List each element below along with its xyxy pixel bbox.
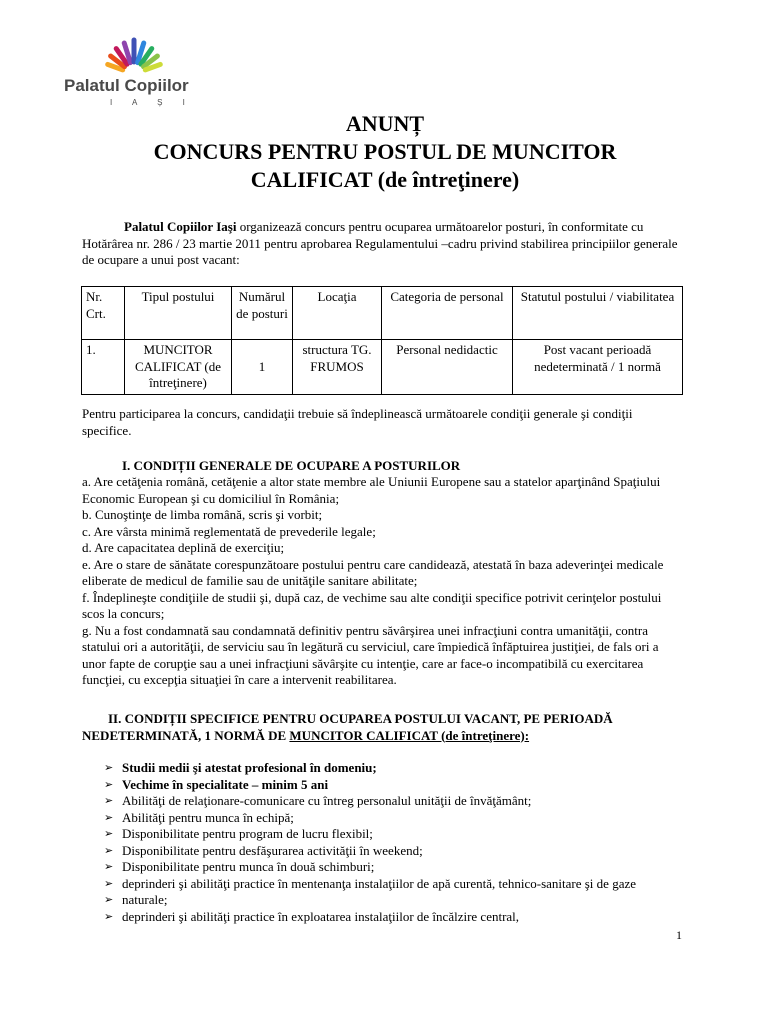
list-item: a. Are cetăţenia română, cetăţenie a altor state membre ale Uniunii Europene sau a statelor aparţinând Spaţiului Economic European şi cu domiciliul în România; (82, 474, 661, 506)
section-2-heading-post: MUNCITOR CALIFICAT (de întreţinere): (289, 727, 530, 743)
table-row (82, 340, 683, 395)
cell-numar: 1 (232, 340, 293, 395)
list-item: ➢ naturale; (104, 892, 168, 907)
cell-categoria: Personal nedidactic (382, 340, 513, 395)
title-line-2: CONCURS PENTRU POSTUL DE MUNCITOR (153, 139, 617, 164)
list-item: d. Are capacitatea deplină de exerciţiu; (82, 540, 285, 555)
list-item: ➢ Disponibilitate pentru munca în două schimburi; (104, 859, 375, 874)
participation-paragraph: Pentru participarea la concurs, candidaţii trebuie să îndeplinească următoarele condiţii generale şi condiţii specifice. (82, 406, 633, 438)
cell-tip: MUNCITOR CALIFICAT (de întreţinere) (125, 340, 232, 395)
specific-conditions-list (104, 760, 694, 925)
list-item: c. Are vârsta minimă reglementată de prevederile legale; (82, 523, 376, 539)
arrow-bullet-icon: ➢ (104, 761, 114, 774)
list-item: f. Îndeplineşte condiţiile de studii şi, după caz, de vechime sau alte condiţii specifice potrivit cerinţelor postului scos la concurs; (82, 589, 662, 621)
list-item: e. Are o stare de sănătate corespunzătoare postului pentru care candidează, atestată în baza adeverinţei medicale eliberate de medicul de familie sau de unităţile sanitare abilitate; (82, 556, 664, 588)
section-2-heading-text: II. CONDIȚII SPECIFICE PENTRU OCUPAREA POSTULUI VACANT, PE PERIOADĂ NEDETERMINATĂ, 1 NORMĂ DE (82, 711, 613, 743)
arrow-bullet-icon: ➢ (104, 909, 114, 923)
arrow-bullet-icon: ➢ (104, 827, 114, 840)
arrow-bullet-icon: ➢ (104, 893, 114, 906)
header-tip: Tipul postului (125, 287, 232, 340)
section-2-heading (82, 711, 682, 744)
palatul-copiilor-logo (64, 34, 204, 106)
list-item: ➢ Disponibilitate pentru desfăşurarea activităţii în weekend; (104, 842, 423, 858)
arrow-bullet-icon: ➢ (104, 876, 114, 890)
intro-paragraph (82, 219, 682, 269)
list-item: ➢ deprinderi şi abilităţi practice în mentenanţa instalaţiilor de apă curentă, tehnico-sanitare şi de gaze (104, 875, 637, 891)
section-1-heading: I. CONDIȚII GENERALE DE OCUPARE A POSTURILOR (122, 458, 461, 473)
list-item: b. Cunoştinţe de limba română, scris şi vorbit; (82, 507, 323, 522)
list-item: ➢ deprinderi şi abilităţi practice în exploatarea instalaţiilor de încălzire central, (104, 908, 520, 924)
logo-name: Palatul Copiilor (64, 76, 189, 95)
list-item: ➢ Abilităţi pentru munca în echipă; (104, 809, 294, 825)
cell-nr: 1. (82, 340, 125, 395)
list-item: g. Nu a fost condamnată sau condamnată definitiv pentru săvârşirea unei infracţiuni contra umanităţii, contra statului ori a autorităţii, de serviciu sau în legătură cu serviciul, care împiedică înfăptuirea justiţiei, de fals ori a unor fapte de corupţie sau a unei infracţiuni săvârşite cu intenţie, care ar face-o incompatibilă cu exercitarea funcţiei, cu excepţia situaţiei în care a intervenit reabilitarea. (82, 622, 659, 687)
table-header-row (82, 287, 683, 340)
list-item: ➢ Abilităţi de relaţionare-comunicare cu întreg personalul unităţii de învăţământ; (104, 793, 532, 808)
posts-table (81, 286, 683, 395)
list-item: ➢ Vechime în specialitate – minim 5 ani (104, 776, 329, 792)
arrow-bullet-icon: ➢ (104, 810, 114, 824)
list-item: ➢ Disponibilitate pentru program de lucru flexibil; (104, 826, 373, 841)
arrow-bullet-icon: ➢ (104, 777, 114, 791)
title-line-1: ANUNȚ (345, 111, 425, 136)
arrow-bullet-icon: ➢ (104, 794, 114, 807)
list-item: ➢ Studii medii şi atestat profesional în domeniu; (104, 760, 377, 775)
header-categoria: Categoria de personal (382, 287, 513, 340)
header-locatia: Locaţia (293, 287, 382, 340)
logo-fan-icon (98, 34, 170, 76)
page-number: 1 (676, 928, 682, 942)
intro-org: Palatul Copiilor Iaşi (124, 219, 237, 234)
logo-city: I A Ș I (110, 98, 194, 107)
header-statutul: Statutul postului / viabilitatea (513, 287, 683, 340)
header-nr: Nr. Crt. (82, 287, 125, 340)
title-line-3: CALIFICAT (de întreţinere) (250, 167, 520, 192)
intro-text: organizează concurs pentru ocuparea următoarelor posturi, în conformitate cu Hotărârea nr. 286 / 23 martie 2011 pentru aprobarea Regulamentului –cadru privind stabilirea principiilor generale de ocupare a unui post vacant: (82, 219, 678, 267)
arrow-bullet-icon: ➢ (104, 843, 114, 857)
header-numar: Numărul de posturi (232, 287, 293, 340)
cell-statutul: Post vacant perioadă nedeterminată / 1 normă (513, 340, 683, 395)
general-conditions-list (82, 474, 682, 689)
cell-locatia: structura TG. FRUMOS (293, 340, 382, 395)
arrow-bullet-icon: ➢ (104, 860, 114, 873)
